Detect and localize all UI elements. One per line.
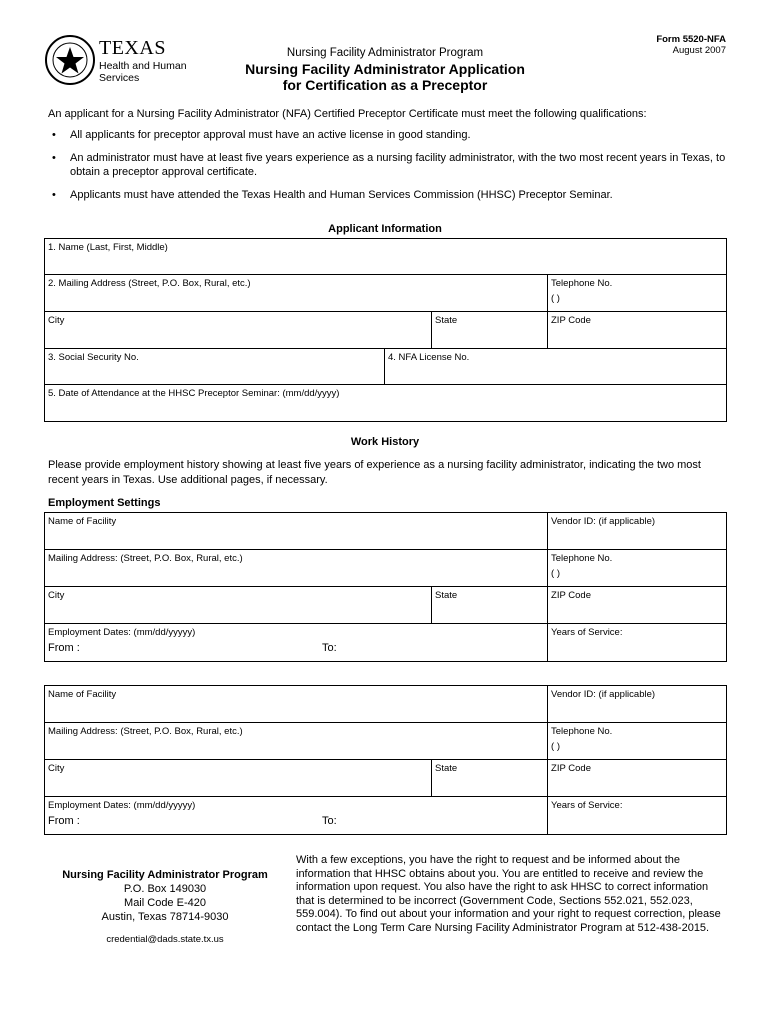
list-item: • All applicants for preceptor approval must have an active license in good standing. (52, 129, 471, 141)
ssn-field[interactable]: 3. Social Security No. (45, 349, 385, 385)
program-name: Nursing Facility Administrator Program (286, 47, 484, 59)
mailing-address-field[interactable]: 2. Mailing Address (Street, P.O. Box, Rural, etc.) (45, 275, 548, 312)
employment-table-2 (44, 685, 727, 835)
from-label: From : (48, 642, 80, 654)
vendor-id-field[interactable]: Vendor ID: (if applicable) (548, 513, 727, 550)
employment-dates-field[interactable]: Employment Dates: (mm/dd/yyyyy) From : To: (45, 624, 548, 662)
employment-zip-field[interactable]: ZIP Code (548, 760, 727, 797)
list-item: • An administrator must have at least five years experience as a nursing facility administrator, with the two most recent years in Texas, to obtain a preceptor approval certificate. (52, 151, 726, 178)
form-date: August 2007 (672, 45, 726, 56)
employment-mailing-field[interactable]: Mailing Address: (Street, P.O. Box, Rural, etc.) (45, 550, 548, 587)
seminar-date-field[interactable]: 5. Date of Attendance at the HHSC Preceptor Seminar: (mm/dd/yyyy) (45, 385, 727, 422)
work-history-instructions: Please provide employment history showing at least five years of experience as a nursing facility administrator, indicating the two most recent years in Texas. Use additional pages, if necessary. (48, 459, 701, 486)
employment-mailing-field[interactable]: Mailing Address: (Street, P.O. Box, Rural, etc.) (45, 723, 548, 760)
zip-field[interactable]: ZIP Code (548, 312, 727, 349)
vendor-id-field[interactable]: Vendor ID: (if applicable) (548, 686, 727, 723)
agency-name: TEXAS (99, 37, 166, 59)
employment-city-field[interactable]: City (45, 760, 432, 797)
bullet-icon: • (52, 151, 56, 164)
state-field[interactable]: State (432, 312, 548, 349)
bullet-icon: • (52, 188, 56, 201)
bullet-icon: • (52, 129, 56, 141)
city-field[interactable]: City (45, 312, 432, 349)
facility-name-field[interactable]: Name of Facility (45, 513, 548, 550)
employment-zip-field[interactable]: ZIP Code (548, 587, 727, 624)
page-title: Nursing Facility Administrator Application (245, 61, 525, 77)
years-of-service-field[interactable]: Years of Service: (548, 624, 727, 662)
employment-telephone-field[interactable]: Telephone No. ( ) (548, 550, 727, 587)
form-number: Form 5520-NFA (656, 34, 726, 45)
years-of-service-field[interactable]: Years of Service: (548, 797, 727, 835)
license-field[interactable]: 4. NFA License No. (385, 349, 727, 385)
applicant-heading: Applicant Information (328, 223, 442, 235)
employment-telephone-field[interactable]: Telephone No. ( ) (548, 723, 727, 760)
page-subtitle: for Certification as a Preceptor (282, 77, 488, 93)
footer-program: Nursing Facility Administrator Program (62, 869, 268, 881)
to-label: To: (322, 815, 337, 827)
work-history-heading: Work History (350, 436, 420, 448)
facility-name-field[interactable]: Name of Facility (45, 686, 548, 723)
contact-block (40, 868, 290, 947)
employment-table-1 (44, 512, 727, 662)
footer-email[interactable]: credential@dads.state.tx.us (106, 934, 224, 945)
telephone-field[interactable]: Telephone No. ( ) (548, 275, 727, 312)
list-item: • Applicants must have attended the Texas Health and Human Services Commission (HHSC) Preceptor Seminar. (52, 188, 613, 201)
employment-state-field[interactable]: State (432, 760, 548, 797)
footer-city: Austin, Texas 78714-9030 (101, 911, 229, 923)
employment-city-field[interactable]: City (45, 587, 432, 624)
agency-subtitle: Health and Human Services (99, 60, 187, 84)
employment-state-field[interactable]: State (432, 587, 548, 624)
footer-mail-code: Mail Code E-420 (124, 897, 206, 909)
to-label: To: (322, 642, 337, 654)
qualifications-list (48, 128, 728, 210)
employment-settings-heading: Employment Settings (48, 497, 161, 509)
employment-dates-field[interactable]: Employment Dates: (mm/dd/yyyyy) From : To: (45, 797, 548, 835)
applicant-table (44, 238, 727, 422)
name-field[interactable]: 1. Name (Last, First, Middle) (45, 239, 727, 275)
footer-po-box: P.O. Box 149030 (123, 883, 207, 895)
from-label: From : (48, 815, 80, 827)
privacy-notice: With a few exceptions, you have the right to request and be informed about the information that HHSC obtains about you. You are entitled to receive and review the information upon request. You also have the right to ask HHSC to correct information that is determined to be incorrect (Government Code, Sections 552.021, 552.023, 559.004). To find out about your information and your right to request correction, please contact the Long Term Care Nursing Facility Administrator Program at 512-438-2015. (296, 854, 721, 934)
intro-text: An applicant for a Nursing Facility Administrator (NFA) Certified Preceptor Certificate must meet the following qualifications: (48, 108, 647, 120)
